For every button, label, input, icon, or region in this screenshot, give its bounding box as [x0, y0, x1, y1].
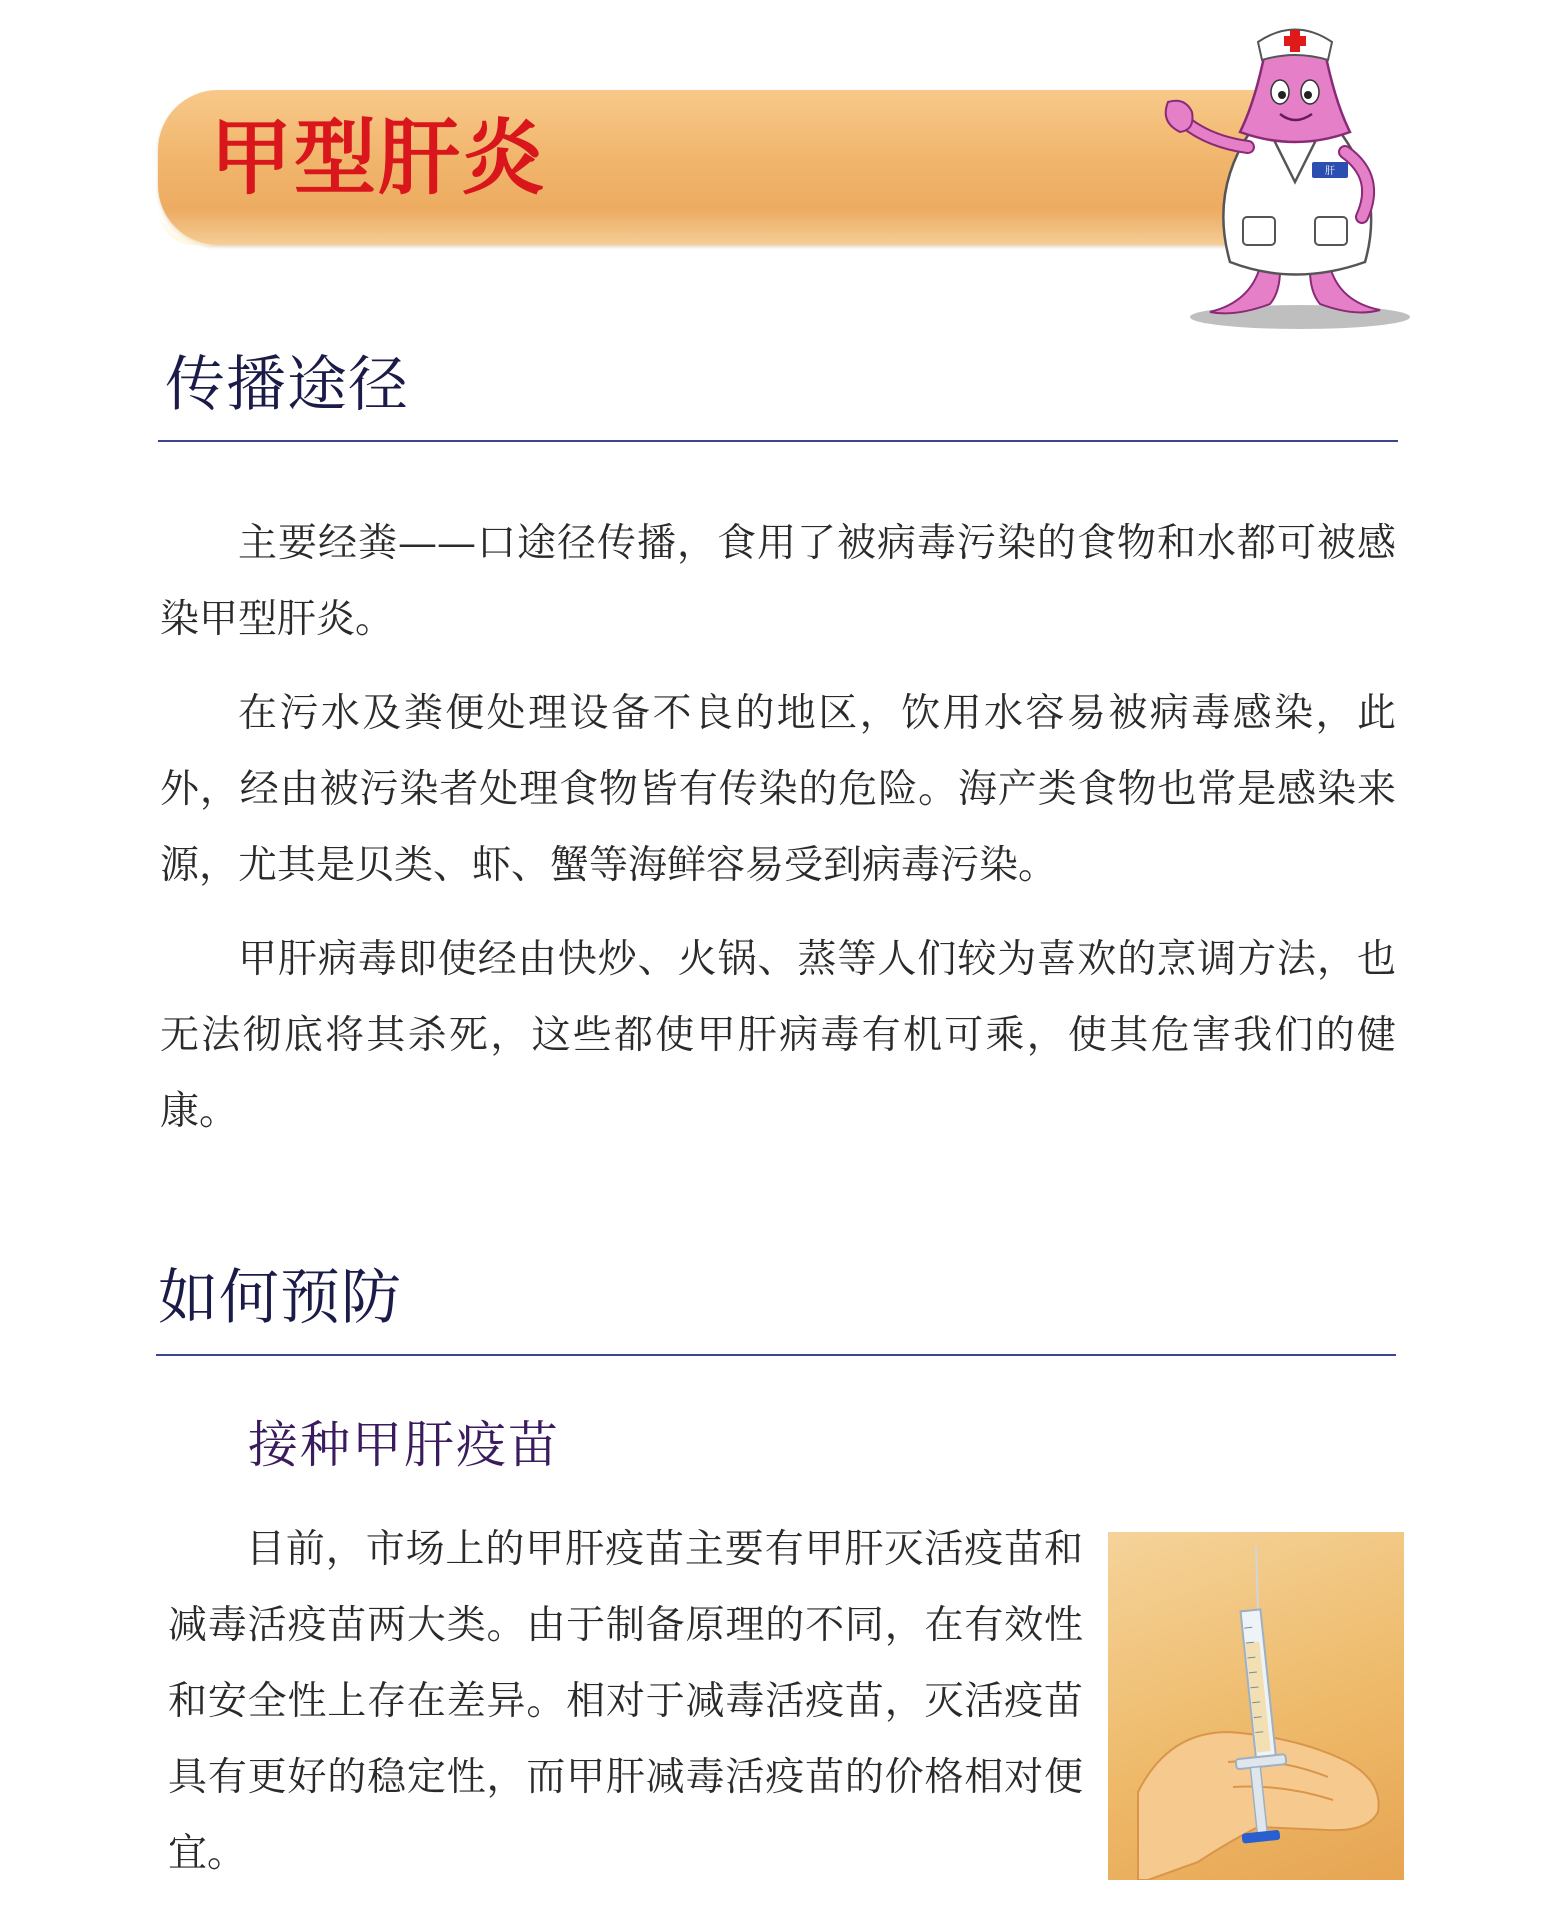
section-heading-transmission: 传播途径	[165, 350, 409, 420]
nurse-flask-mascot-icon	[1140, 12, 1440, 332]
syringe-illustration	[1108, 1532, 1404, 1880]
paragraph: 在污水及粪便处理设备不良的地区，饮用水容易被病毒感染，此外，经由被污染者处理食物皆有传染的危险。海产类食物也常是感染来源，尤其是贝类、虾、蟹等海鲜容易受到病毒污染。	[160, 691, 1396, 888]
paragraph: 目前，市场上的甲肝疫苗主要有甲肝灭活疫苗和减毒活疫苗两大类。由于制备原理的不同，在有效性和安全性上存在差异。相对于减毒活疫苗，灭活疫苗具有更好的稳定性，而甲肝减毒活疫苗的价格相对便宜。	[168, 1527, 1083, 1876]
section-heading-prevention: 如何预防	[158, 1263, 402, 1333]
subheading-vaccine: 接种甲肝疫苗	[248, 1416, 560, 1474]
paragraph: 甲肝病毒即使经由快炒、火锅、蒸等人们较为喜欢的烹调方法，也无法彻底将其杀死，这些都使甲肝病毒有机可乘，使其危害我们的健康。	[160, 937, 1396, 1134]
section-divider	[158, 440, 1398, 442]
page-title: 甲型肝炎	[210, 111, 547, 206]
section-divider	[156, 1354, 1396, 1356]
mascot-badge-text: 肝	[1325, 166, 1335, 177]
syringe-icon	[1108, 1532, 1404, 1880]
paragraph: 主要经粪——口途径传播，食用了被病毒污染的食物和水都可被感染甲型肝炎。	[160, 521, 1396, 642]
title-banner-highlight	[158, 209, 1308, 245]
